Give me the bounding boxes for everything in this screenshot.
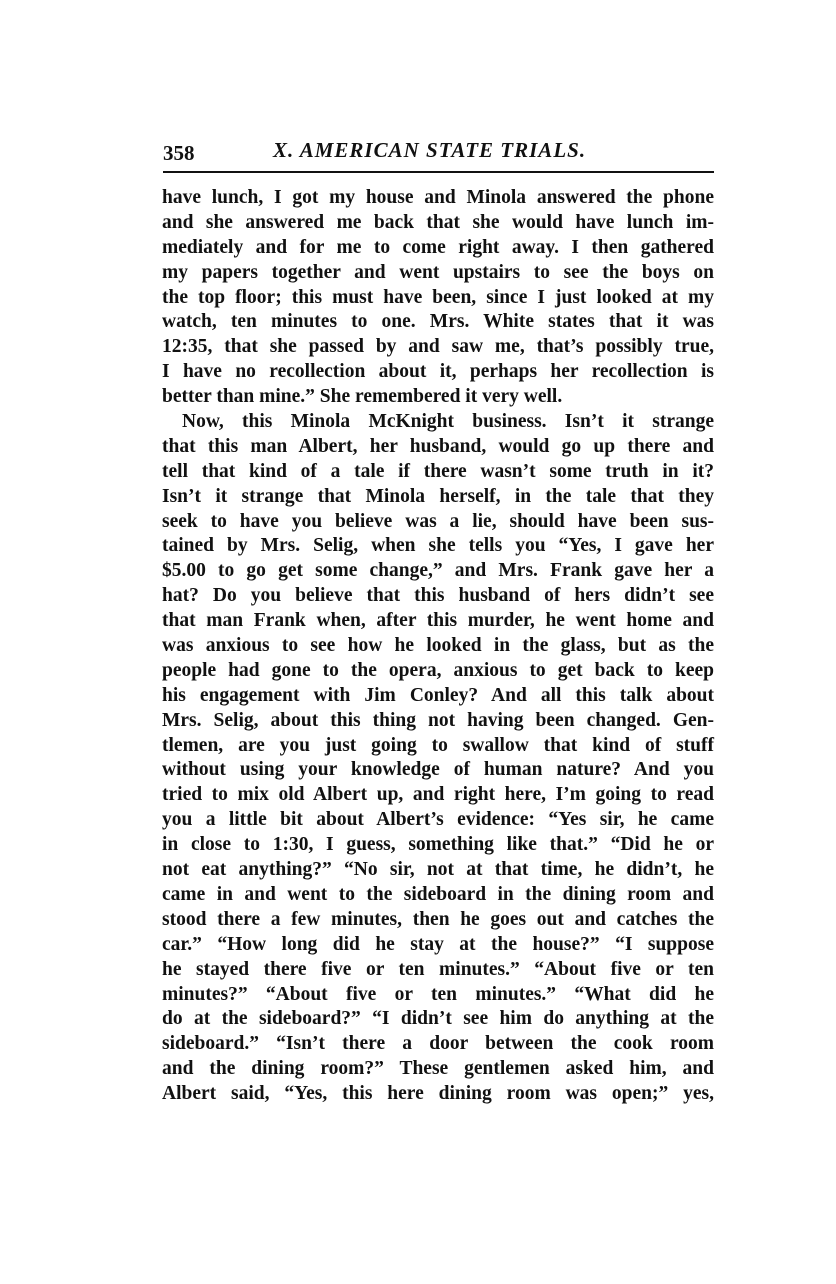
text-line: Isn’t it strange that Minola herself, in the tale that they	[162, 485, 714, 507]
text-line: tell that kind of a tale if there wasn’t some truth in it?	[162, 460, 714, 482]
running-header	[163, 138, 714, 168]
running-title: X. AMERICAN STATE TRIALS.	[273, 138, 587, 162]
text-line: I have no recollection about it, perhaps her recollection is	[162, 361, 714, 383]
text-line: $5.00 to go get some change,” and Mrs. Frank gave her a	[162, 560, 714, 582]
text-line: that this man Albert, her husband, would go up there and	[162, 435, 714, 457]
text-line: came in and went to the sideboard in the dining room and	[162, 883, 714, 905]
header-rule	[163, 171, 714, 173]
text-line: his engagement with Jim Conley? And all this talk about	[162, 684, 714, 706]
text-line: was anxious to see how he looked in the glass, but as the	[162, 635, 714, 657]
text-line: do at the sideboard?” “I didn’t see him do anything at the	[162, 1008, 714, 1030]
text-line: people had gone to the opera, anxious to get back to keep	[162, 659, 714, 681]
text-line: the top floor; this must have been, since I just looked at my	[162, 286, 714, 308]
text-line: Albert said, “Yes, this here dining room was open;” yes,	[162, 1083, 714, 1105]
text-line: you a little bit about Albert’s evidence: “Yes sir, he came	[162, 809, 714, 831]
text-line: stood there a few minutes, then he goes out and catches the	[162, 908, 714, 930]
text-line: Mrs. Selig, about this thing not having been changed. Gen-	[162, 709, 714, 731]
text-line: sideboard.” “Isn’t there a door between the cook room	[162, 1033, 714, 1055]
page-number: 358	[163, 141, 195, 165]
text-line: without using your knowledge of human nature? And you	[162, 759, 714, 781]
text-line: minutes?” “About five or ten minutes.” “What did he	[162, 983, 714, 1005]
text-line: seek to have you believe was a lie, should have been sus-	[162, 510, 714, 532]
text-line: hat? Do you believe that this husband of hers didn’t see	[162, 585, 714, 607]
text-line: in close to 1:30, I guess, something like that.” “Did he or	[162, 834, 714, 856]
text-line: car.” “How long did he stay at the house?” “I suppose	[162, 933, 714, 955]
text-line: better than mine.” She remembered it very well.	[162, 386, 563, 408]
text-line: he stayed there five or ten minutes.” “About five or ten	[162, 958, 714, 980]
text-line: and she answered me back that she would have lunch im-	[162, 211, 714, 233]
text-line: tained by Mrs. Selig, when she tells you “Yes, I gave her	[162, 535, 714, 557]
text-line: that man Frank when, after this murder, he went home and	[162, 610, 714, 632]
text-line: Now, this Minola McKnight business. Isn’t it strange	[182, 411, 714, 433]
text-line: 12:35, that she passed by and saw me, that’s possibly true,	[162, 336, 714, 358]
text-line: watch, ten minutes to one. Mrs. White states that it was	[162, 311, 714, 333]
body-text	[162, 186, 714, 1107]
text-line: and the dining room?” These gentlemen asked him, and	[162, 1058, 714, 1080]
text-line: tried to mix old Albert up, and right here, I’m going to read	[162, 784, 714, 806]
text-line: tlemen, are you just going to swallow that kind of stuff	[162, 734, 714, 756]
text-line: mediately and for me to come right away. I then gathered	[162, 236, 714, 258]
text-line: my papers together and went upstairs to see the boys on	[162, 261, 714, 283]
text-line: not eat anything?” “No sir, not at that time, he didn’t, he	[162, 859, 714, 881]
text-line: have lunch, I got my house and Minola answered the phone	[162, 187, 714, 208]
